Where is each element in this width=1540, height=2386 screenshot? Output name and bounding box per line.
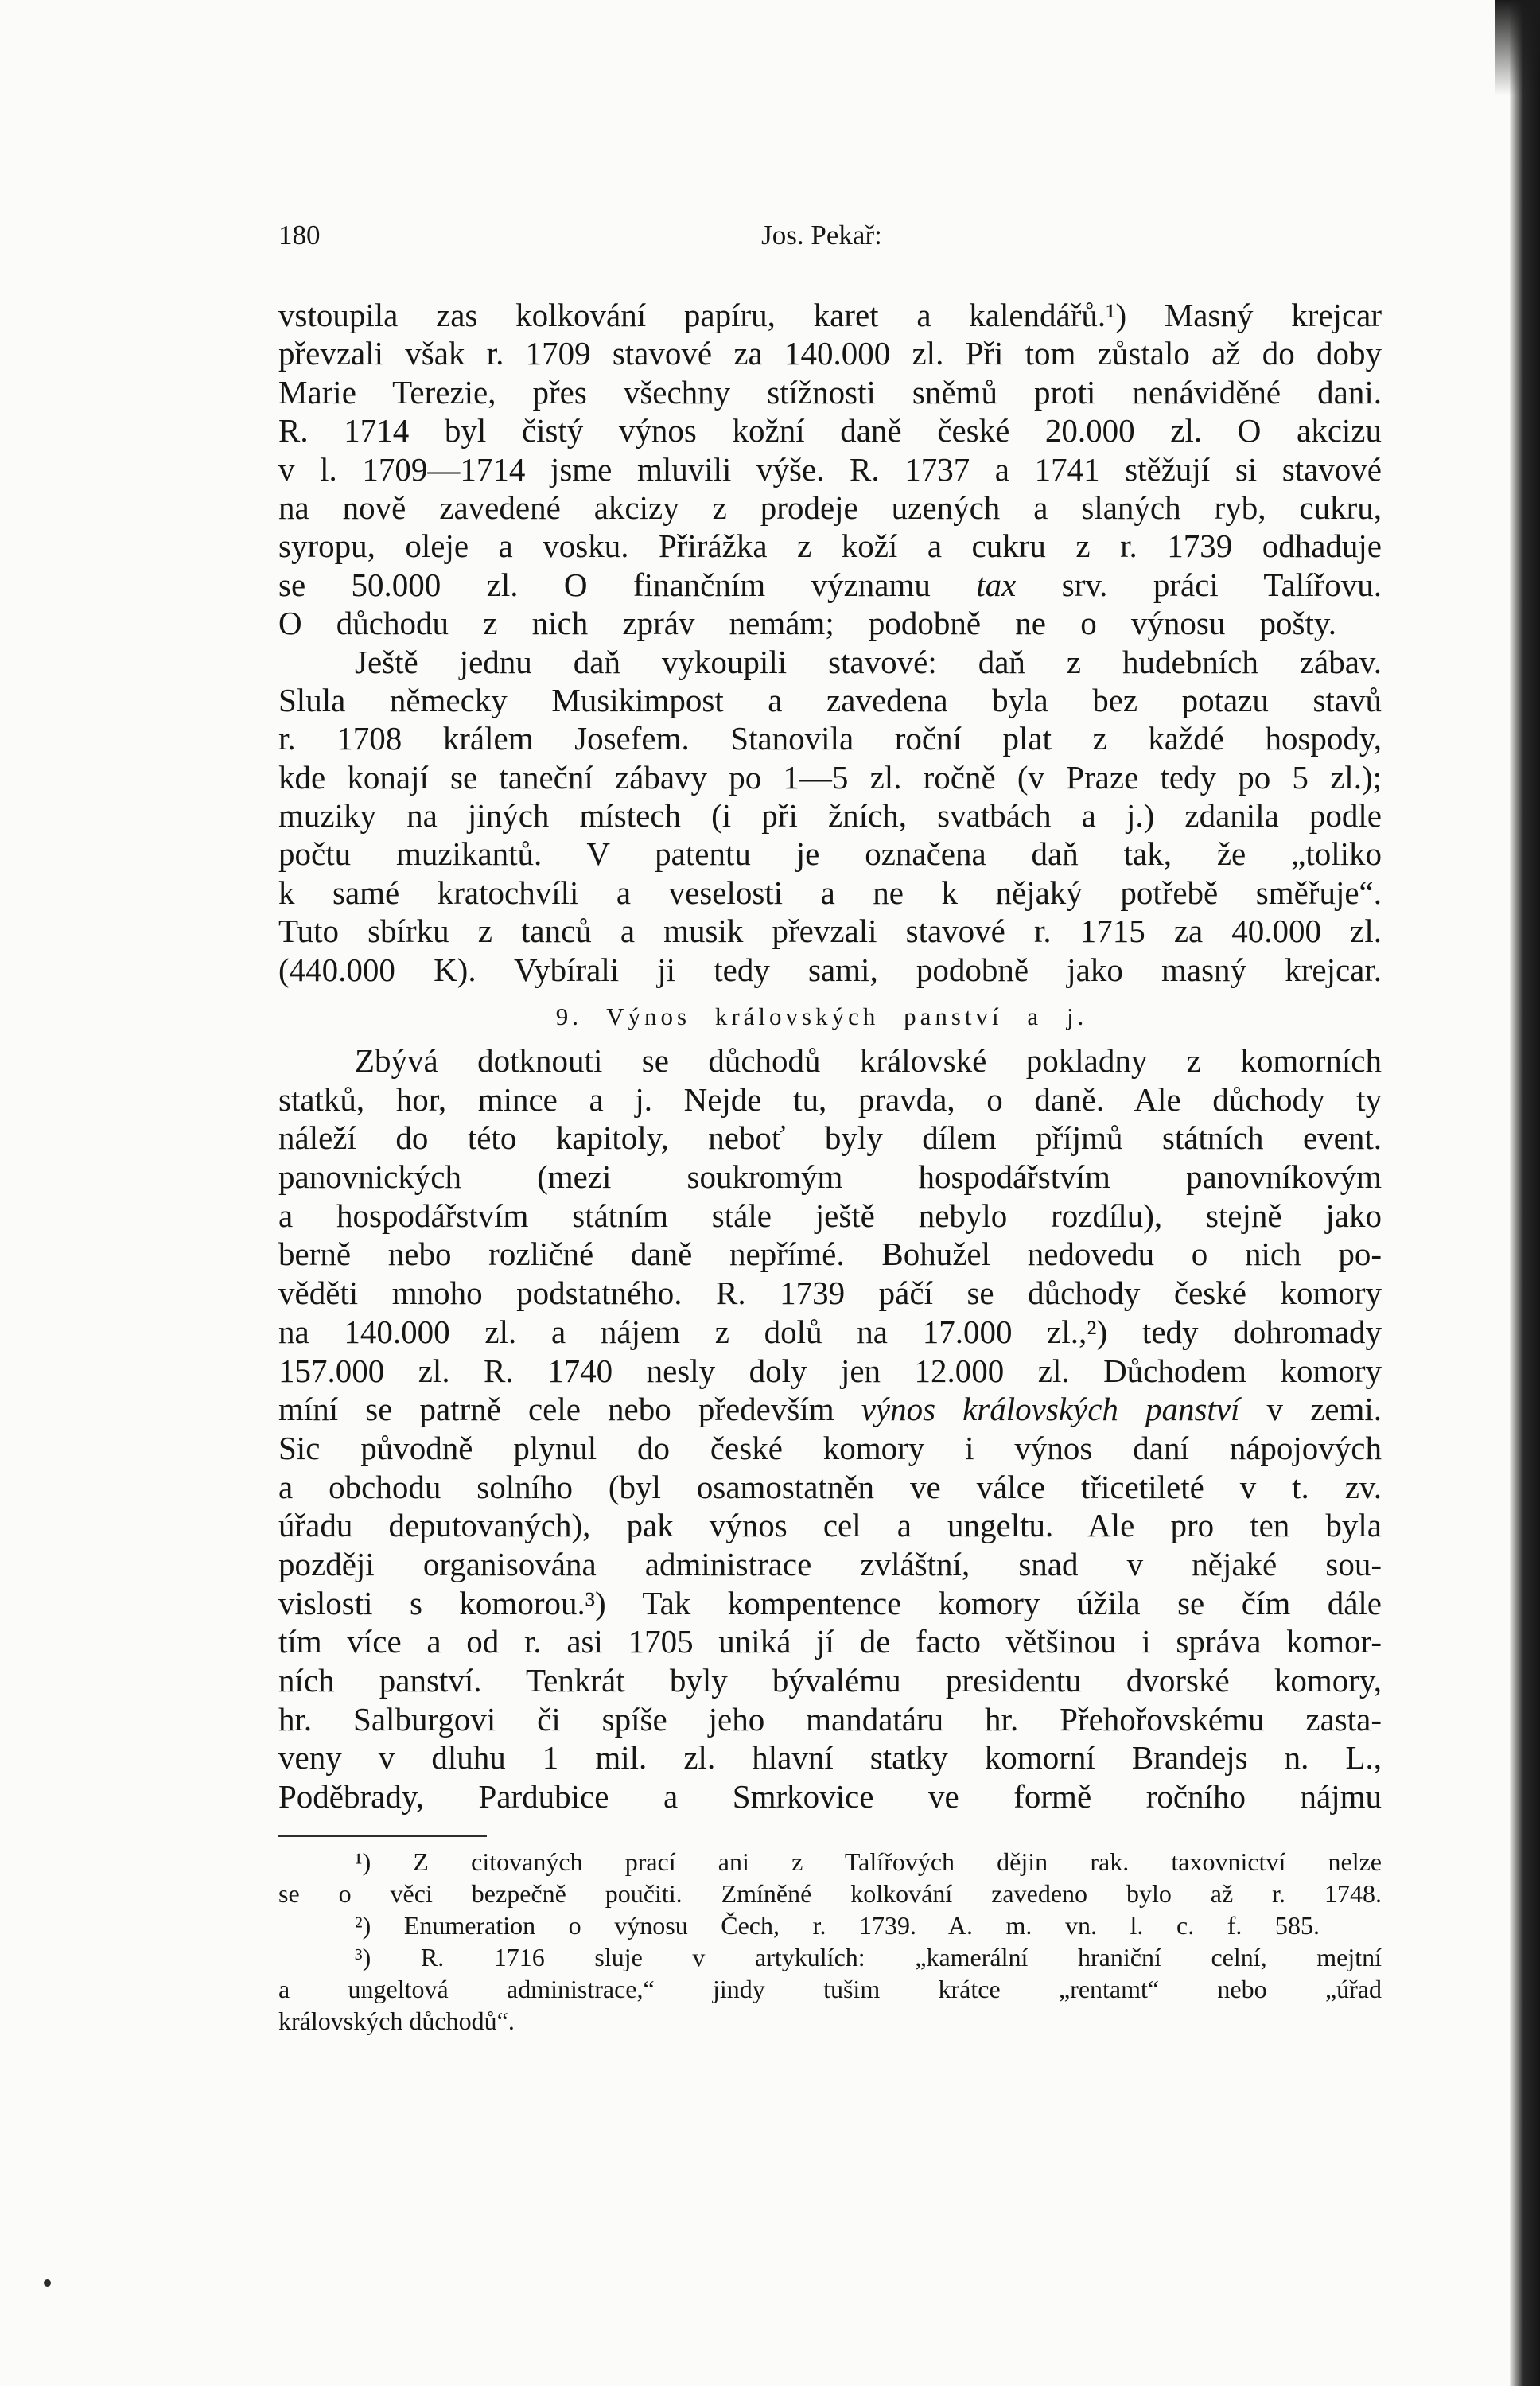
text-line: ních panství. Tenkrát byly bývalému presidentu dvorské komory, [278, 1662, 1382, 1699]
footnote-line: ¹) Z citovaných prací ani z Talířových dějin rak. taxovnictví nelze [355, 1847, 1382, 1876]
footnotes [278, 1846, 1382, 2037]
text-line: r. 1708 králem Josefem. Stanovila roční plat z každé hospody, [278, 720, 1382, 757]
text-line: vstoupila zas kolkování papíru, karet a kalendářů.¹) Masný krejcar [278, 297, 1382, 333]
text-line: Sic původně plynul do české komory i výnos daní nápojových [278, 1429, 1382, 1466]
page-number: 180 [278, 220, 321, 251]
text-line: věděti mnoho podstatného. R. 1739 páčí se důchody české komory [278, 1275, 1382, 1312]
text-line: statků, hor, mince a j. Nejde tu, pravda, o daně. Ale důchody ty [278, 1080, 1382, 1118]
text-line: Ještě jednu daň vykoupili stavové: daň z hudebních zábav. [355, 643, 1382, 680]
text-line: veny v dluhu 1 mil. zl. hlavní statky komorní Brandejs n. L., [278, 1739, 1382, 1777]
paragraph [278, 643, 1382, 990]
text-line: v l. 1709—1714 jsme mluvili výše. R. 1737 a 1741 stěžují si stavové [278, 450, 1382, 488]
italic-term: výnos královských panství [861, 1391, 1240, 1428]
text-line: náleží do této kapitoly, neboť byly dílem příjmů státních event. [278, 1119, 1382, 1157]
body-text-block [278, 296, 1382, 989]
scan-speck [44, 2279, 51, 2287]
text-line: vislosti s komorou.³) Tak kompentence komory úžila se čím dále [278, 1584, 1382, 1621]
footnote-line: a ungeltová administrace,“ jindy tušim krátce „rentamt“ nebo „úřad [278, 1975, 1382, 2003]
text-line: převzali však r. 1709 stavové za 140.000 zl. Při tom zůstalo až do doby [278, 335, 1382, 372]
text-line: úřadu deputovaných), pak výnos cel a ungeltu. Ale pro ten byla [278, 1507, 1382, 1544]
footnote [278, 1846, 1382, 1909]
paragraph [278, 1041, 1382, 1816]
body-text-block [278, 1041, 1382, 1816]
footnote-line: královských důchodů“. [278, 2006, 515, 2035]
running-title: Jos. Pekař: [761, 220, 882, 251]
scan-corner-shadow [1495, 0, 1540, 95]
text-line: a hospodářstvím státním stále ještě nebylo rozdílu), stejně jako [278, 1197, 1382, 1234]
paragraph [278, 296, 1382, 643]
text-run: míní se patrně cele nebo především [278, 1391, 861, 1428]
section-heading: 9. Výnos královských panství a j. [555, 1002, 1088, 1030]
text-line: syropu, oleje a vosku. Přirážka z koží a cukru z r. 1739 odhaduje [278, 527, 1382, 565]
text-line: muziky na jiných místech (i při žních, svatbách a j.) zdanila podle [278, 797, 1382, 835]
footnote [278, 1941, 1382, 2037]
footnote-rule [278, 1835, 487, 1837]
scan-edge-shadow [1510, 0, 1540, 2386]
text-run: srv. práci Talířovu. [1016, 566, 1382, 603]
text-line: později organisována administrace zvláštní, snad v nějaké sou- [278, 1545, 1382, 1582]
text-run: se 50.000 zl. O finančním významu [278, 566, 977, 603]
text-line: a obchodu solního (byl osamostatněn ve válce třicetileté v t. zv. [278, 1468, 1382, 1505]
text-line [278, 566, 1382, 604]
footnote-line: ³) R. 1716 sluje v artykulích: „kamerální hraniční celní, mejtní [355, 1943, 1382, 1971]
text-run: v zemi. [1239, 1391, 1382, 1428]
italic-term: tax [976, 566, 1017, 603]
text-line: hr. Salburgovi či spíše jeho mandatáru hr. Přehořovskému zasta- [278, 1700, 1382, 1738]
text-line: Zbývá dotknouti se důchodů královské pokladny z komorních [355, 1042, 1382, 1079]
text-line: počtu muzikantů. V patentu je označena daň tak, že „toliko [278, 835, 1382, 873]
text-line: O důchodu z nich zpráv nemám; podobně ne o výnosu pošty. [278, 605, 1336, 642]
text-line: na nově zavedené akcizy z prodeje uzených a slaných ryb, cukru, [278, 488, 1382, 526]
text-line: (440.000 K). Vybírali ji tedy sami, podobně jako masný krejcar. [278, 951, 1382, 988]
text-line: Slula německy Musikimpost a zavedena byla bez potazu stavů [278, 681, 1382, 718]
text-line: Marie Terezie, přes všechny stížnosti sněmů proti nenáviděné dani. [278, 373, 1382, 411]
text-line: Poděbrady, Pardubice a Smrkovice ve formě ročního nájmu [278, 1778, 1382, 1816]
text-line: panovnických (mezi soukromým hospodářstvím panovníkovým [278, 1158, 1382, 1196]
text-line: berně nebo rozličné daně nepřímé. Bohužel nedovedu o nich po- [278, 1236, 1382, 1273]
text-line: Tuto sbírku z tanců a musik převzali stavové r. 1715 za 40.000 zl. [278, 913, 1382, 950]
text-line: k samé kratochvíli a veselosti a ne k nějaký potřebě směřuje“. [278, 874, 1382, 911]
text-line: na 140.000 zl. a nájem z dolů na 17.000 zl.,²) tedy dohromady [278, 1313, 1382, 1350]
footnote [278, 1909, 1382, 1941]
text-line: kde konají se taneční zábavy po 1—5 zl. ročně (v Praze tedy po 5 zl.); [278, 758, 1382, 796]
text-line: tím více a od r. asi 1705 uniká jí de facto většinou i správa komor- [278, 1623, 1382, 1660]
text-line [278, 1390, 1382, 1429]
text-line: R. 1714 byl čistý výnos kožní daně české 20.000 zl. O akcizu [278, 412, 1382, 450]
footnote-line: ²) Enumeration o výnosu Čech, r. 1739. A. m. vn. l. c. f. 585. [355, 1911, 1320, 1940]
text-line: 157.000 zl. R. 1740 nesly doly jen 12.000 zl. Důchodem komory [278, 1352, 1382, 1389]
footnote-line: se o věci bezpečně poučiti. Zmíněné kolkování zavedeno bylo až r. 1748. [278, 1879, 1382, 1908]
